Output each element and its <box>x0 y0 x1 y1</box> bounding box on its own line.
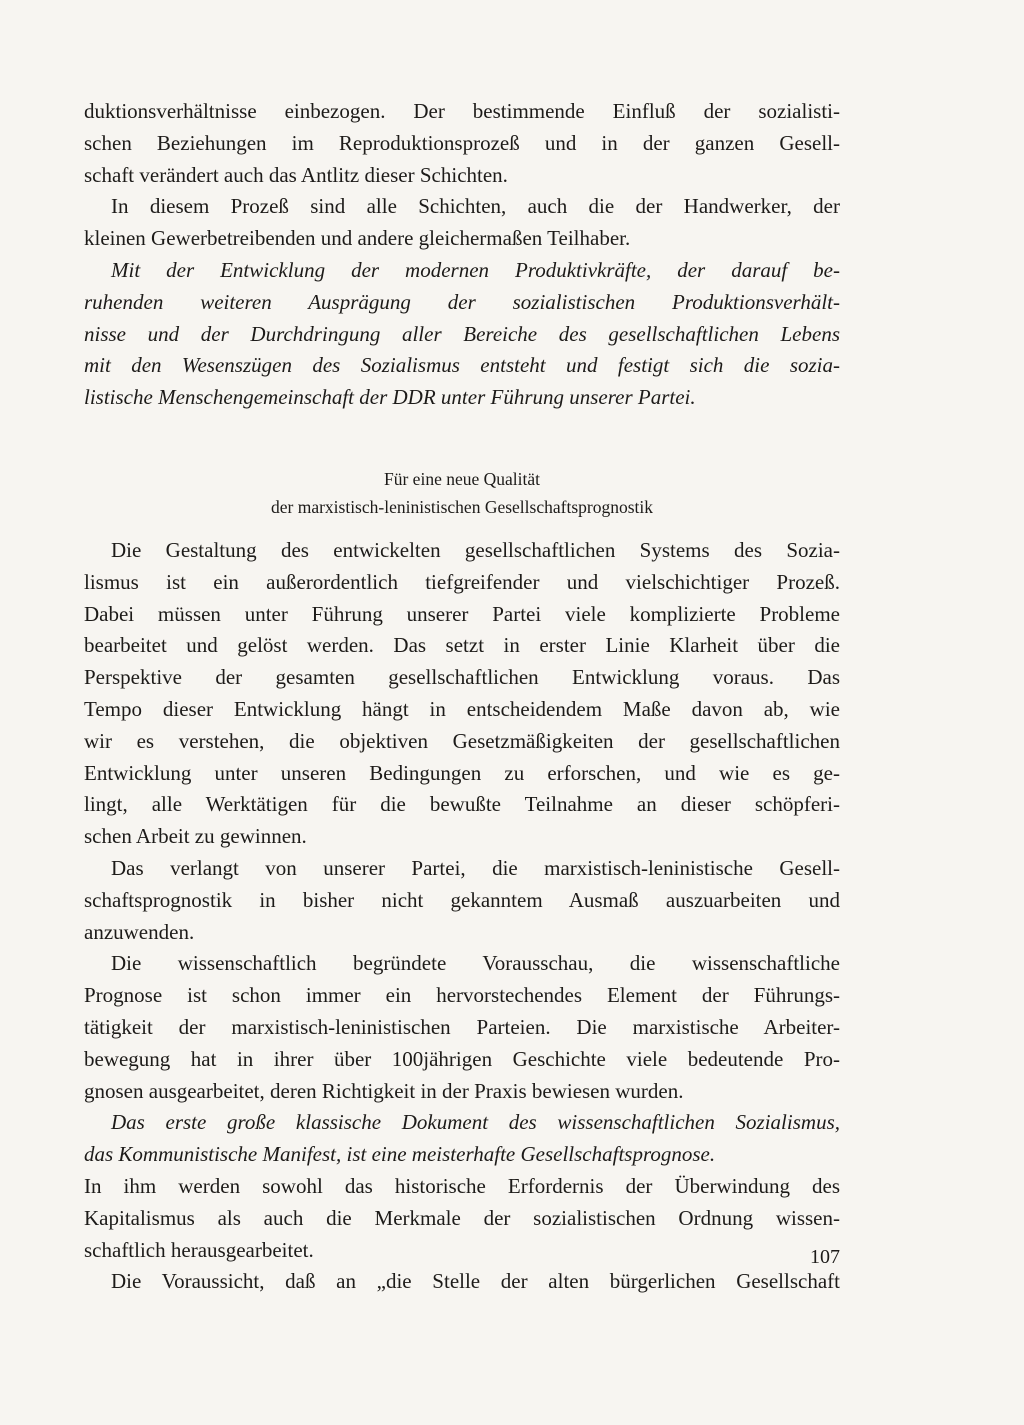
text-line: schaft verändert auch das Antlitz dieser Schichten. <box>84 162 508 187</box>
text-line: Die Voraussicht, daß an „die Stelle der alten bürgerlichen Gesellschaft <box>111 1269 840 1294</box>
text-line: In diesem Prozeß sind alle Schichten, auch die der Handwerker, der <box>111 194 840 219</box>
text-line: schaftlich herausgearbeitet. <box>84 1237 314 1262</box>
paragraph <box>84 96 840 191</box>
text-line: bearbeitet und gelöst werden. Das setzt in erster Linie Klarheit über die <box>84 633 840 658</box>
section-heading <box>84 465 840 521</box>
paragraph <box>84 853 840 948</box>
text-line: In ihm werden sowohl das historische Erfordernis der Überwindung des <box>84 1173 840 1198</box>
text-line: das Kommunistische Manifest, ist eine meisterhafte Gesellschaftsprognose. <box>84 1142 716 1167</box>
paragraph <box>84 255 840 414</box>
text-line: bewegung hat in ihrer über 100jährigen Geschichte viele bedeutende Pro- <box>84 1046 840 1071</box>
text-line: Prognose ist schon immer ein hervorstechendes Element der Führungs- <box>84 983 840 1008</box>
heading-line-1: Für eine neue Qualität <box>384 468 540 489</box>
text-line: Kapitalismus als auch die Merkmale der sozialistischen Ordnung wissen- <box>84 1205 840 1230</box>
text-line: Perspektive der gesamten gesellschaftlichen Entwicklung voraus. Das <box>84 665 840 690</box>
text-line: nisse und der Durchdringung aller Bereiche des gesellschaftlichen Lebens <box>84 321 840 346</box>
page-number: 107 <box>810 1246 840 1268</box>
paragraph <box>84 1107 840 1171</box>
text-line: tätigkeit der marxistisch-leninistischen Parteien. Die marxistische Arbeiter- <box>84 1014 840 1039</box>
text-line: anzuwenden. <box>84 919 195 944</box>
text-line: schen Arbeit zu gewinnen. <box>84 824 307 849</box>
text-line: Die Gestaltung des entwickelten gesellschaftlichen Systems des Sozia- <box>111 537 840 562</box>
text-section-top <box>84 96 840 414</box>
paragraph <box>84 1171 840 1266</box>
paragraph <box>84 535 840 853</box>
document-page <box>84 96 840 1298</box>
text-line: wir es verstehen, die objektiven Gesetzmäßigkeiten der gesellschaftlichen <box>84 728 840 753</box>
text-line: duktionsverhältnisse einbezogen. Der bestimmende Einfluß der sozialisti- <box>84 99 840 123</box>
text-line: listische Menschengemeinschaft der DDR unter Führung unserer Partei. <box>84 385 696 410</box>
text-line: kleinen Gewerbetreibenden und andere gleichermaßen Teilhaber. <box>84 226 631 251</box>
text-line: Das erste große klassische Dokument des wissenschaftlichen Sozialismus, <box>111 1110 840 1135</box>
paragraph <box>84 191 840 255</box>
text-line: gnosen ausgearbeitet, deren Richtigkeit in der Praxis bewiesen wurden. <box>84 1078 684 1103</box>
text-line: mit den Wesenszügen des Sozialismus entsteht und festigt sich die sozia- <box>84 353 840 378</box>
text-line: ruhenden weiteren Ausprägung der sozialistischen Produktionsverhält- <box>84 289 840 314</box>
text-line: Das verlangt von unserer Partei, die marxistisch-leninistische Gesell- <box>111 855 840 880</box>
paragraph <box>84 1266 840 1298</box>
text-line: schen Beziehungen im Reproduktionsprozeß und in der ganzen Gesell- <box>84 130 840 155</box>
text-line: Die wissenschaftlich begründete Vorausschau, die wissenschaftliche <box>111 951 840 976</box>
heading-line-2: der marxistisch-leninistischen Gesellschaftsprognostik <box>270 496 653 517</box>
text-line: lismus ist ein außerordentlich tiefgreifender und vielschichtiger Prozeß. <box>84 569 840 594</box>
text-line: Tempo dieser Entwicklung hängt in entscheidendem Maße davon ab, wie <box>84 696 840 721</box>
text-line: schaftsprognostik in bisher nicht gekanntem Ausmaß auszuarbeiten und <box>84 887 840 912</box>
paragraph <box>84 948 840 1107</box>
text-line: Dabei müssen unter Führung unserer Partei viele komplizierte Probleme <box>84 601 840 626</box>
text-section-bottom <box>84 535 840 1298</box>
text-line: Entwicklung unter unseren Bedingungen zu erforschen, und wie es ge- <box>84 760 840 785</box>
text-line: lingt, alle Werktätigen für die bewußte Teilnahme an dieser schöpferi- <box>84 792 840 817</box>
text-line: Mit der Entwicklung der modernen Produktivkräfte, der darauf be- <box>111 257 840 282</box>
